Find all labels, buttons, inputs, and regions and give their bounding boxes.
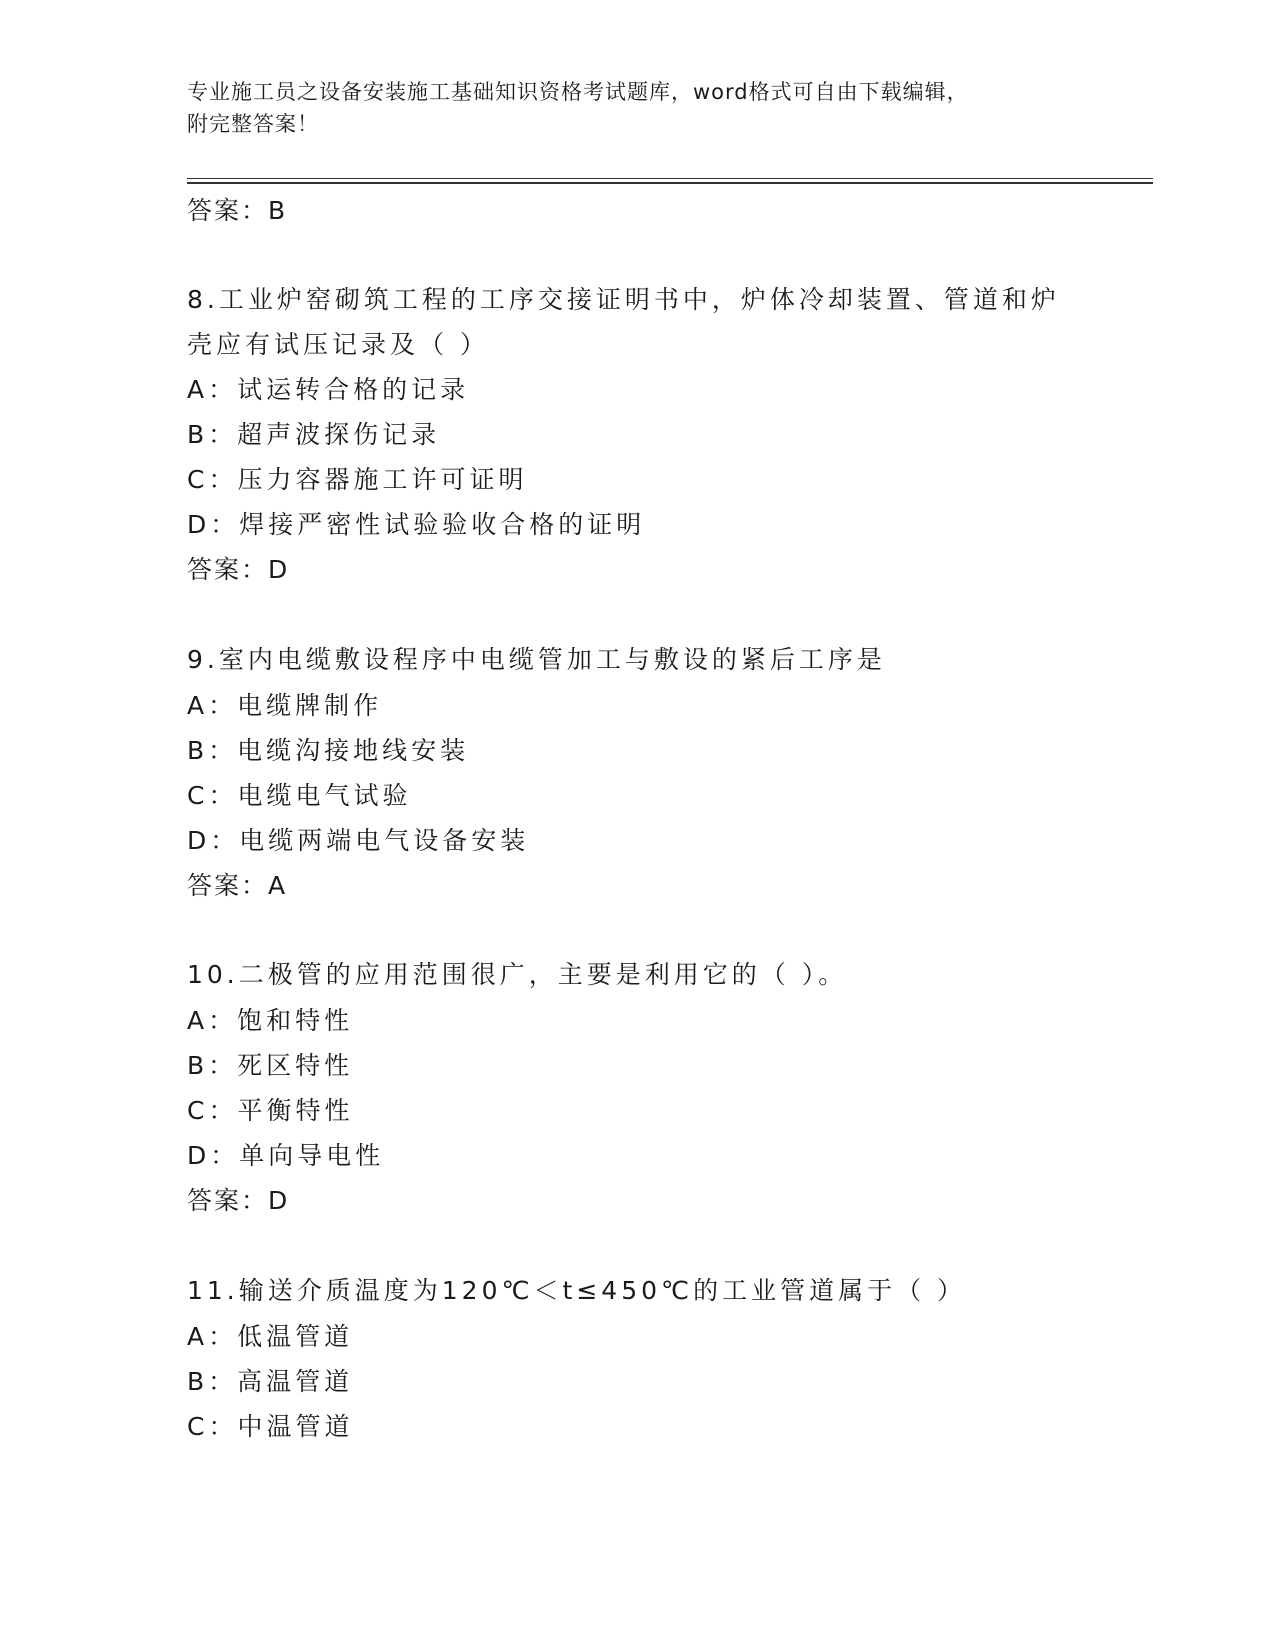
header-line-2: 附完整答案！	[187, 112, 319, 136]
question-9-text: 9.室内电缆敷设程序中电缆管加工与敷设的紧后工序是	[187, 645, 886, 674]
answer-previous: 答案：B	[187, 196, 288, 225]
question-8-option-c: C：压力容器施工许可证明	[187, 465, 528, 494]
document-header	[187, 76, 1067, 140]
question-9-option-b: B：电缆沟接地线安装	[187, 736, 470, 765]
question-11-option-c: C：中温管道	[187, 1412, 354, 1441]
question-11-option-a: A：低温管道	[187, 1322, 354, 1351]
question-10-text: 10.二极管的应用范围很广，主要是利用它的（ ）。	[187, 960, 848, 989]
question-8-option-b: B：超声波探伤记录	[187, 420, 441, 449]
question-8-answer: 答案：D	[187, 555, 290, 584]
question-10-option-c: C：平衡特性	[187, 1096, 354, 1125]
question-11-text: 11.输送介质温度为120℃＜t≤450℃的工业管道属于（ ）	[187, 1276, 967, 1305]
question-10-option-a: A：饱和特性	[187, 1006, 354, 1035]
header-divider-thin	[187, 178, 1153, 179]
question-9-option-d: D：电缆两端电气设备安装	[187, 826, 530, 855]
question-10-option-b: B：死区特性	[187, 1051, 354, 1080]
question-10-option-d: D：单向导电性	[187, 1141, 385, 1170]
question-11-option-b: B：高温管道	[187, 1367, 354, 1396]
question-9-option-c: C：电缆电气试验	[187, 781, 412, 810]
question-10-answer: 答案：D	[187, 1186, 290, 1215]
question-9-option-a: A：电缆牌制作	[187, 691, 383, 720]
question-8-text-line-2: 壳应有试压记录及（ ）	[187, 330, 489, 359]
header-divider-thick	[187, 182, 1153, 184]
header-line-1: 专业施工员之设备安装施工基础知识资格考试题库，word格式可自由下载编辑，	[187, 80, 969, 104]
question-8-text-line-1: 8.工业炉窑砌筑工程的工序交接证明书中，炉体冷却装置、管道和炉	[187, 285, 1060, 314]
question-8-option-d: D：焊接严密性试验验收合格的证明	[187, 510, 646, 539]
question-9-answer: 答案：A	[187, 871, 288, 900]
question-8-option-a: A：试运转合格的记录	[187, 375, 470, 404]
